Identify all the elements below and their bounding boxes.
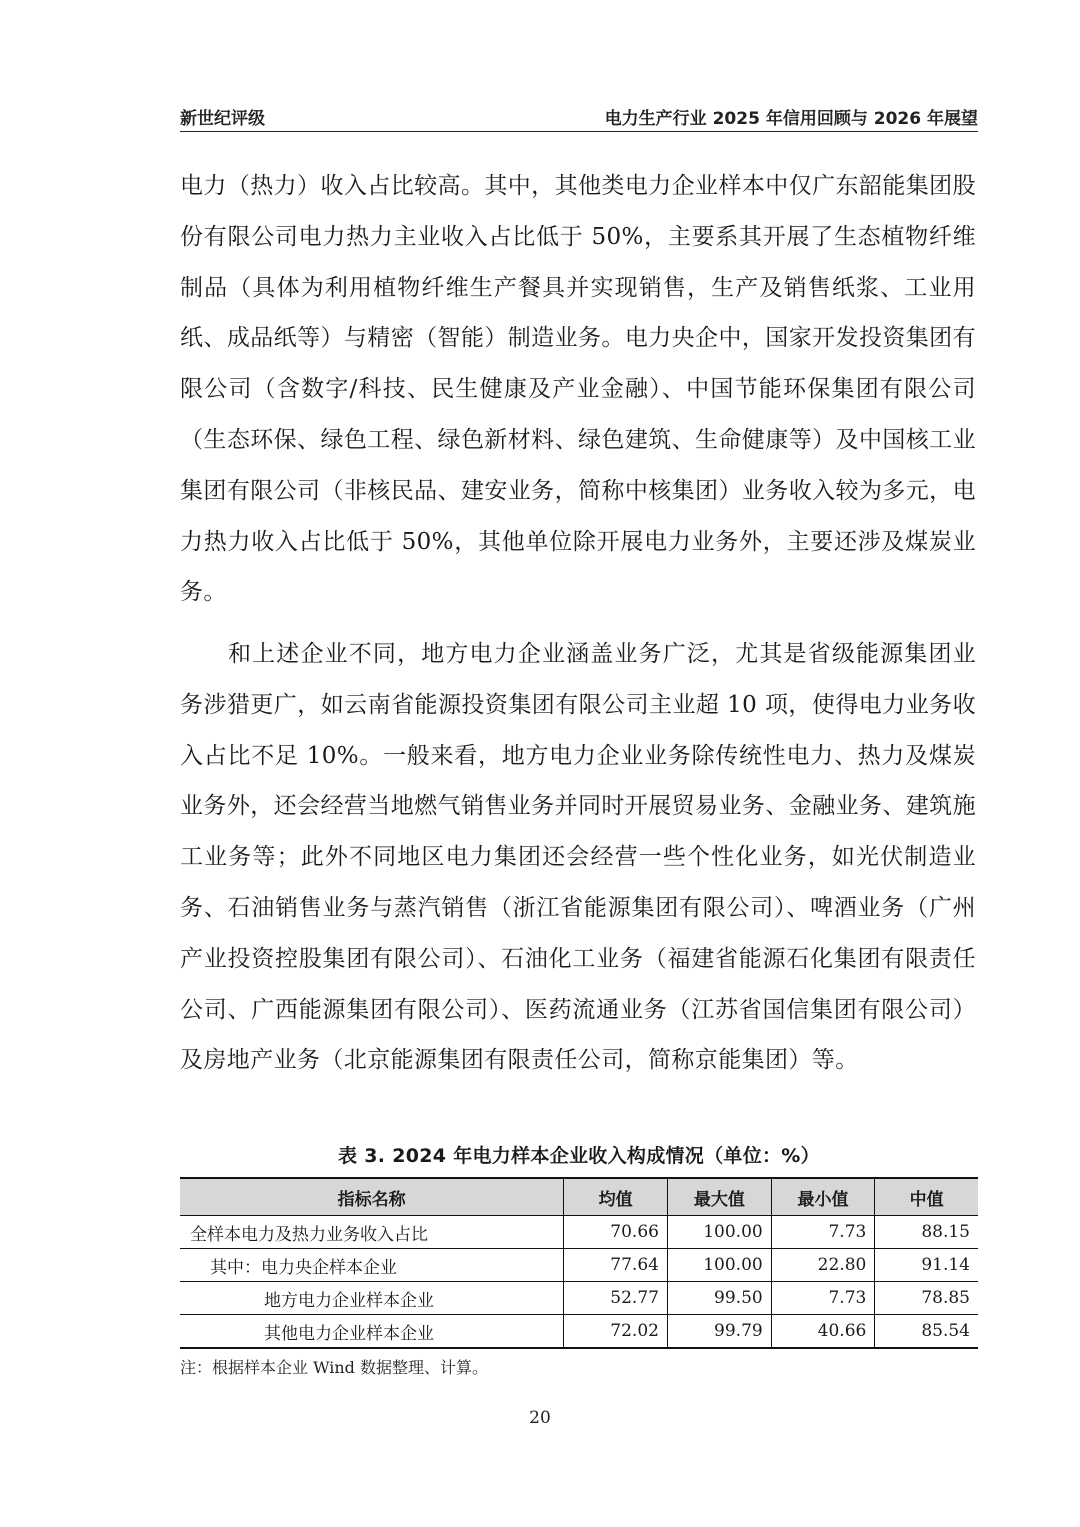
table-title: 表 3. 2024 年电力样本企业收入构成情况（单位：%） (338, 1145, 820, 1167)
header-median: 中值 (875, 1178, 978, 1216)
table-row (180, 1315, 978, 1349)
header-indicator-name: 指标名称 (180, 1178, 564, 1216)
header-org-name: 新世纪评级 (180, 109, 265, 129)
cell-min: 7.73 (771, 1282, 875, 1315)
cell-max: 100.00 (667, 1249, 771, 1282)
table-footnote: 注：根据样本企业 Wind 数据整理、计算。 (180, 1358, 489, 1377)
header-min: 最小值 (771, 1178, 875, 1216)
cell-min: 7.73 (771, 1216, 875, 1249)
row-label: 地方电力企业样本企业 (180, 1282, 564, 1315)
cell-median: 91.14 (875, 1249, 978, 1282)
cell-mean: 70.66 (564, 1216, 668, 1249)
header-max: 最大值 (667, 1178, 771, 1216)
cell-min: 22.80 (771, 1249, 875, 1282)
cell-median: 88.15 (875, 1216, 978, 1249)
cell-median: 78.85 (875, 1282, 978, 1315)
cell-max: 99.50 (667, 1282, 771, 1315)
header-report-title: 电力生产行业 2025 年信用回顾与 2026 年展望 (604, 109, 978, 129)
paragraph-2: 和上述企业不同，地方电力企业涵盖业务广泛，尤其是省级能源集团业务涉猎更广，如云南省能源投资集团有限公司主业超 10 项，使得电力业务收入占比不足 10%。一般来看，地方电力企业业务除传统性电力、热力及煤炭业务外，还会经营当地燃气销售业务并同时开展贸易业务、金融业务、建筑施工业务等；此外不同地区电力集团还会经营一些个性化业务，如光伏制造业务、石油销售业务与蒸汽销售（浙江省能源集团有限公司）、啤酒业务（广州产业投资控股集团有限公司）、石油化工业务（福建省能源石化集团有限责任公司、广西能源集团有限公司）、医药流通业务（江苏省国信集团有限公司）及房地产业务（北京能源集团有限责任公司，简称京能集团）等。 (180, 641, 976, 1074)
paragraph-1: 电力（热力）收入占比较高。其中，其他类电力企业样本中仅广东韶能集团股份有限公司电力热力主业收入占比低于 50%，主要系其开展了生态植物纤维制品（具体为利用植物纤维生产餐具并实现销售，生产及销售纸浆、工业用纸、成品纸等）与精密（智能）制造业务。电力央企中，国家开发投资集团有限公司（含数字/科技、民生健康及产业金融）、中国节能环保集团有限公司（生态环保、绿色工程、绿色新材料、绿色建筑、生命健康等）及中国核工业集团有限公司（非核民品、建安业务，简称中核集团）业务收入较为多元，电力热力收入占比低于 50%，其他单位除开展电力业务外，主要还涉及煤炭业务。 (180, 173, 976, 606)
row-label: 其中：电力央企样本企业 (180, 1249, 564, 1282)
page-header (180, 103, 978, 132)
cell-max: 100.00 (667, 1216, 771, 1249)
cell-mean: 72.02 (564, 1315, 668, 1349)
header-mean: 均值 (564, 1178, 668, 1216)
revenue-composition-table (180, 1177, 978, 1349)
table-header-row (180, 1178, 978, 1216)
cell-min: 40.66 (771, 1315, 875, 1349)
page-number: 20 (529, 1408, 551, 1428)
table-row (180, 1282, 978, 1315)
row-label: 其他电力企业样本企业 (180, 1315, 564, 1349)
cell-max: 99.79 (667, 1315, 771, 1349)
cell-mean: 52.77 (564, 1282, 668, 1315)
table-row (180, 1216, 978, 1249)
cell-median: 85.54 (875, 1315, 978, 1349)
table-row (180, 1249, 978, 1282)
row-label: 全样本电力及热力业务收入占比 (180, 1216, 564, 1249)
cell-mean: 77.64 (564, 1249, 668, 1282)
